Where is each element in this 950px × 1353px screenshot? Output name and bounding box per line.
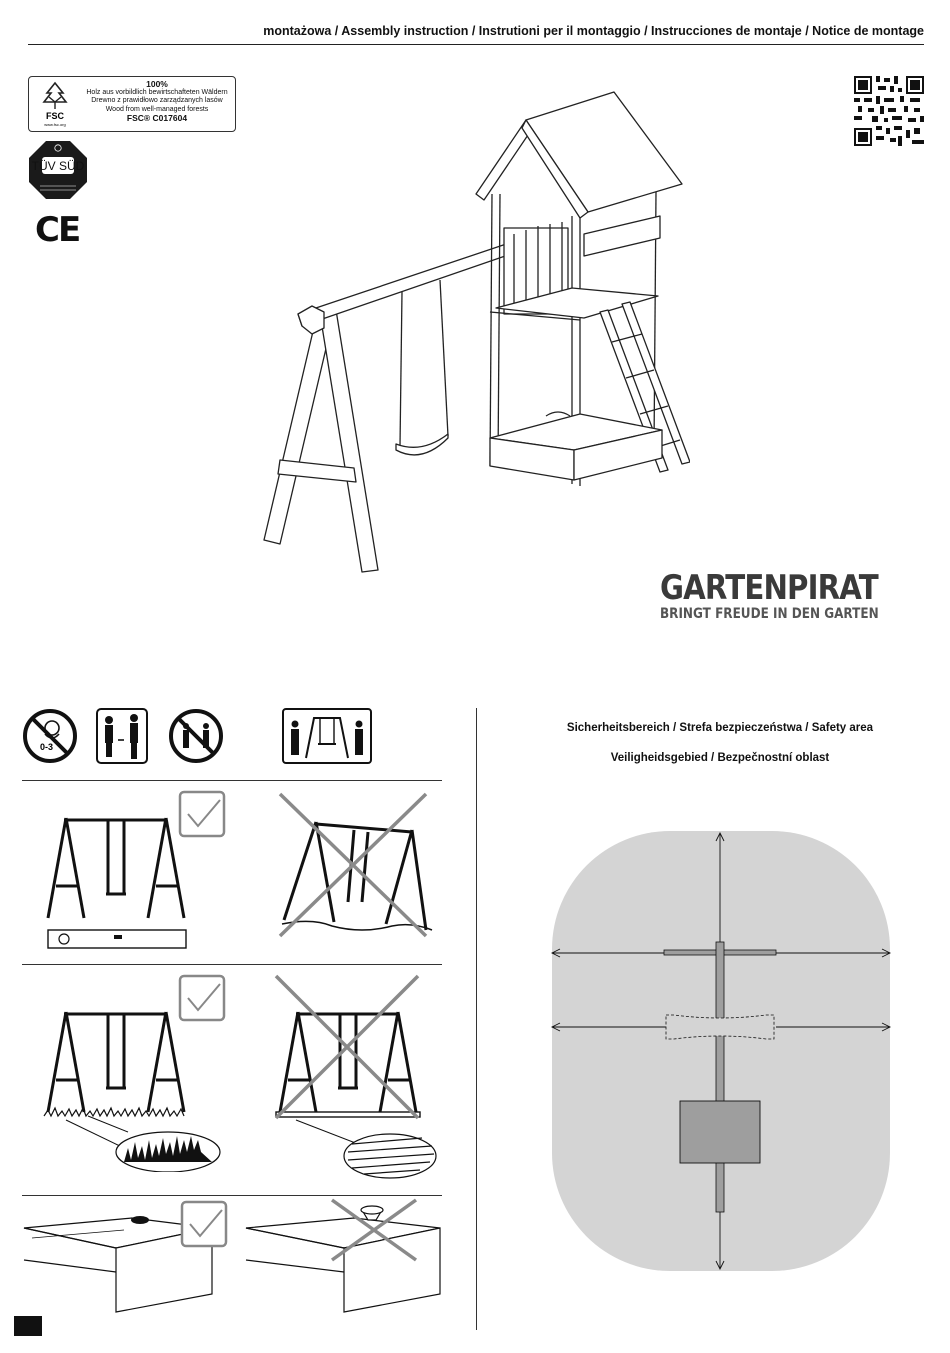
- qr-code-icon: [854, 76, 924, 146]
- no-children-under-3-icon: [22, 708, 78, 764]
- ground-anchor-flush-correct-illustration: [22, 1198, 234, 1314]
- section-rule-3: [22, 1195, 442, 1196]
- tuv-text: TÜV SÜD: [31, 159, 85, 173]
- tower-roof: [526, 92, 682, 212]
- swing-rope-left: [400, 292, 402, 446]
- ground-anchor-protruding-wrong-illustration: [244, 1198, 444, 1314]
- uneven-ground-wrong-illustration: [276, 790, 436, 946]
- fsc-percent: 100%: [146, 79, 168, 89]
- brand-name: GARTENPIRAT: [660, 568, 878, 608]
- age-label: 0-3: [40, 742, 54, 752]
- brand-tagline: BRINGT FREUDE IN DEN GARTEN: [660, 606, 879, 622]
- fsc-license: FSC® C017604: [126, 113, 188, 123]
- level-ground-correct-illustration: [36, 790, 232, 954]
- fsc-line-en: Wood from well-managed forests: [105, 105, 209, 113]
- page-marker: [14, 1316, 42, 1336]
- fsc-logo-text: FSC: [46, 111, 64, 121]
- ce-mark: CE: [35, 210, 80, 250]
- safety-area-title-1: Sicherheitsbereich / Strefa bezpieczeństwa / Safety area: [566, 722, 874, 734]
- fsc-logo-url: www.fsc.org: [44, 122, 66, 127]
- header-title: montażowa / Assembly instruction / Instrutioni per il montaggio / Instrucciones de montaje / Notice de montage: [263, 24, 924, 38]
- swing-seat-plan: [666, 1015, 774, 1039]
- fsc-label: [28, 76, 236, 132]
- tuv-badge-icon: [28, 140, 88, 200]
- swing-use-instruction-icon: [282, 708, 372, 764]
- two-adults-assembly-icon: [96, 708, 148, 764]
- fsc-line-pl: Drewno z prawidłowo zarządzanych lasów: [91, 97, 223, 104]
- section-rule-1: [22, 780, 442, 781]
- hard-surface-wrong-illustration: [272, 972, 442, 1182]
- fsc-text-block: [81, 80, 233, 123]
- swing-leg-left-back: [320, 310, 378, 572]
- swing-seat: [396, 434, 448, 455]
- tower-plan: [680, 1101, 760, 1163]
- brand-block: [660, 568, 880, 622]
- fsc-tree-icon: [35, 79, 75, 129]
- fsc-line-de: Holz aus vorbildlich bewirtschafteten Wäldern: [86, 88, 228, 96]
- section-divider: [476, 708, 477, 1330]
- header-rule: [28, 44, 924, 45]
- no-adults-icon: [168, 708, 224, 764]
- section-rule-2: [22, 964, 442, 965]
- swing-tower-illustration: [250, 84, 690, 574]
- check-box-icon: [180, 792, 224, 836]
- check-box-icon: [180, 976, 224, 1020]
- safety-area-diagram: [540, 825, 900, 1275]
- connecting-beam-plan: [716, 942, 724, 1212]
- safety-area-title-2: Veiligheidsgebied / Bezpečnostní oblast: [610, 752, 830, 764]
- grass-surface-correct-illustration: [36, 972, 232, 1172]
- swing-rope-right: [440, 280, 448, 436]
- check-box-icon: [182, 1202, 226, 1246]
